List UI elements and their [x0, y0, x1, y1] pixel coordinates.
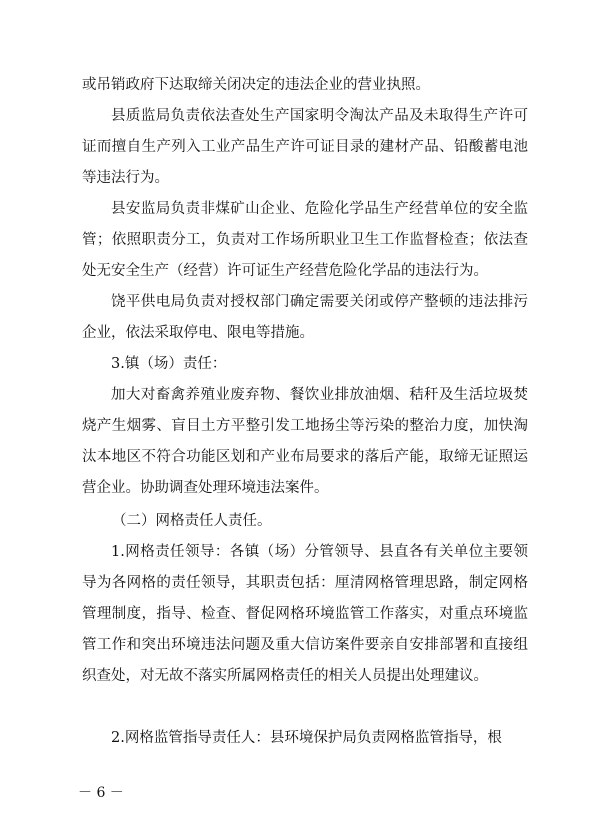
paragraph-6: 1.网格责任领导：各镇（场）分管领导、县直各有关单位主要领导为各网格的责任领导，其职责包括：厘清网格管理思路，制定网格管理制度，指导、检查、督促网格环境监管工作落实，对重点环境监管工作和突出环境违法问题及重大信访案件要亲自安排部署和直接组织查处，对无故不落实所属网格责任的相关人员提出处理建议。	[82, 544, 528, 684]
paragraph-2: 县质监局负责依法查处生产国家明令淘汰产品及未取得生产许可证而擅自生产列入工业产品生产许可证目录的建材产品、铅酸蓄电池等违法行为。	[82, 108, 528, 186]
section-heading-grid: （二）网格责任人责任。	[112, 513, 272, 529]
paragraph-4: 饶平供电局负责对授权部门确定需要关闭或停产整顿的违法排污企业，依法采取停电、限电等措施。	[82, 294, 528, 341]
paragraph-3: 县安监局负责非煤矿山企业、危险化学品生产经营单位的安全监管；依照职责分工，负责对工作场所职业卫生工作监督检查；依法查处无安全生产（经营）许可证生产经营危险化学品的违法行为。	[82, 201, 528, 279]
paragraph-5: 加大对畜禽养殖业废弃物、餐饮业排放油烟、秸秆及生活垃圾焚烧产生烟雾、盲目土方平整引发工地扬尘等污染的整治力度，加快淘汰本地区不符合功能区划和产业布局要求的落后产能，取缔无证照运营企业。协助调查处理环境违法案件。	[82, 387, 528, 496]
page-number: － 6 －	[78, 785, 124, 801]
section-heading-town: 3.镇（场）责任：	[111, 356, 227, 372]
paragraph-7: 2.网格监管指导责任人：县环境保护局负责网格监管指导，根	[111, 730, 502, 746]
paragraph-1: 或吊销政府下达取缔关闭决定的违法企业的营业执照。	[82, 77, 430, 93]
